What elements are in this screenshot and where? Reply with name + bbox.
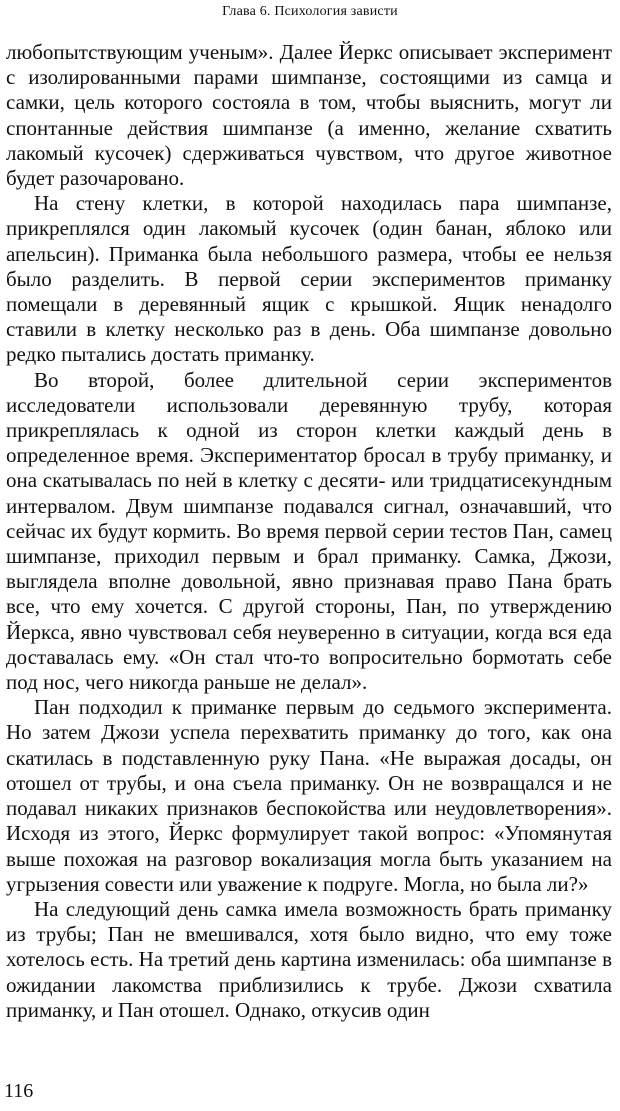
body-text: [6, 40, 612, 1023]
paragraph: Пан подходил к приманке первым до седьмого эксперимента. Но затем Джози успела перехватить приманку до того, как она скатилась в подставленную руку Пана. «Не выражая досады, он отошел от трубы, и она съела приманку. Он не возвращался и не подавал никаких признаков беспокойства или неудовлетворения». Исходя из этого, Йеркс формулирует такой вопрос: «Упомянутая выше похожая на разговор вокализация могла быть указанием на угрызения совести или уважение к подруге. Могла, но была ли?»: [6, 695, 612, 896]
paragraph: Во второй, более длительной серии экспериментов исследователи использовали деревянную трубу, которая прикреплялась к одной из сторон клетки каждый день в определенное время. Экспериментатор бросал в трубу приманку, и она скатывалась по ней в клетку с десяти- или тридцатисекундным интервалом. Двум шимпанзе подавался сигнал, означавший, что сейчас их будут кормить. Во время первой серии тестов Пан, самец шимпанзе, приходил первым и брал приманку. Самка, Джози, выглядела вполне довольной, явно признавая право Пана брать все, что ему хочется. С другой стороны, Пан, по утверждению Йеркса, явно чувствовал себя неуверенно в ситуации, когда вся еда доставалась ему. «Он стал что-то вопросительно бормотать себе под нос, чего никогда раньше не делал».: [6, 367, 612, 695]
paragraph: На следующий день самка имела возможность брать приманку из трубы; Пан не вмешивался, хотя было видно, что ему тоже хотелось есть. На третий день картина изменилась: оба шимпанзе в ожидании лакомства приблизились к трубе. Джози схватила приманку, и Пан отошел. Однако, откусив один: [6, 896, 612, 1022]
paragraph: На стену клетки, в которой находилась пара шимпанзе, прикреплялся один лакомый кусочек (один банан, яблоко или апельсин). Приманка была небольшого размера, чтобы ее нельзя было разделить. В первой серии экспериментов приманку помещали в деревянный ящик с крышкой. Ящик ненадолго ставили в клетку несколько раз в день. Оба шимпанзе довольно редко пытались достать приманку.: [6, 191, 612, 367]
page-number: 116: [4, 1080, 34, 1102]
running-title: Глава 6. Психология зависти: [222, 4, 398, 19]
paragraph: любопытствующим ученым». Далее Йеркс описывает эксперимент с изолированными парами шимпанзе, состоящими из самца и самки, цель которого состояла в том, чтобы выяснить, могут ли спонтанные действия шимпанзе (а именно, желание схватить лакомый кусочек) сдерживаться чувством, что другое животное будет разочаровано.: [6, 40, 612, 191]
